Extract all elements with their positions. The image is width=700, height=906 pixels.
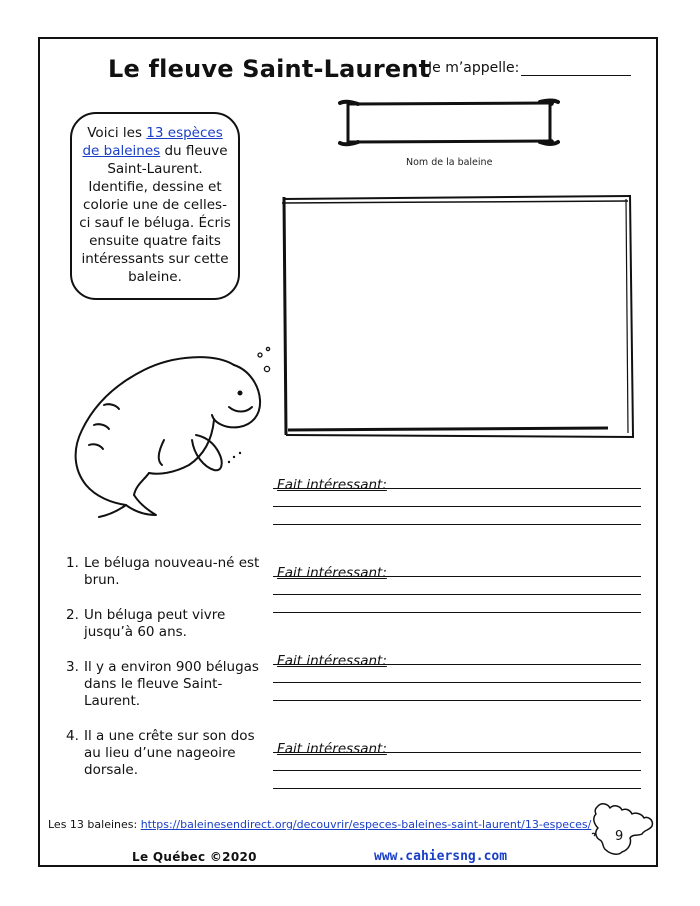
fact-label: Fait intéressant: [277, 653, 387, 669]
writing-line[interactable] [273, 524, 641, 525]
writing-line[interactable] [273, 682, 641, 683]
fact-number: 1. [66, 555, 79, 571]
fact-text: Un béluga peut vivre jusqu’à 60 ans. [84, 607, 226, 640]
writing-line[interactable] [273, 700, 641, 701]
instruction-box [70, 112, 240, 300]
list-item [66, 659, 266, 710]
website-link[interactable]: www.cahiersng.com [374, 849, 508, 864]
source-link[interactable]: https://baleinesendirect.org/decouvrir/especes-baleines-saint-laurent/13-especes/ [140, 818, 592, 831]
writing-line[interactable] [273, 752, 641, 753]
name-input-line[interactable] [521, 75, 631, 76]
quebec-map-icon [588, 800, 658, 858]
instruction-text-start: Voici les [87, 125, 147, 141]
writing-line[interactable] [273, 788, 641, 789]
writing-line[interactable] [273, 664, 641, 665]
fact-number: 3. [66, 659, 79, 675]
fact-number: 2. [66, 607, 79, 623]
fact-text: Il y a environ 900 bélugas dans le fleuve Saint-Laurent. [84, 659, 259, 709]
name-prompt: Je m’appelle: [428, 60, 520, 76]
whale-name-caption: Nom de la baleine [406, 157, 493, 168]
list-item [66, 728, 266, 779]
fact-block-1 [273, 474, 641, 530]
whale-name-box[interactable] [338, 98, 560, 148]
source-label: Les 13 baleines: [48, 818, 141, 831]
source-line [48, 818, 591, 831]
fact-block-3 [273, 650, 641, 706]
fact-block-2 [273, 562, 641, 618]
instruction-text-end: du fleuve Saint-Laurent. Identifie, dessine et colorie une de celles-ci sauf le béluga. Écris ensuite quatre faits intéressants sur cette baleine. [79, 143, 231, 285]
list-item [66, 607, 266, 641]
fact-label: Fait intéressant: [277, 477, 387, 493]
page-number: 9 [615, 829, 624, 844]
writing-line[interactable] [273, 506, 641, 507]
drawing-frame[interactable] [278, 193, 636, 439]
list-item [66, 555, 266, 589]
writing-line[interactable] [273, 576, 641, 577]
copyright: Le Québec ©2020 [132, 850, 257, 864]
fact-block-4 [273, 738, 641, 794]
beluga-facts-list [66, 555, 266, 797]
fact-text: Il a une crête sur son dos au lieu d’une nageoire dorsale. [84, 728, 255, 778]
page-title: Le fleuve Saint-Laurent [108, 55, 431, 83]
fact-number: 4. [66, 728, 79, 744]
writing-line[interactable] [273, 612, 641, 613]
fact-text: Le béluga nouveau-né est brun. [84, 555, 260, 588]
writing-line[interactable] [273, 594, 641, 595]
beluga-whale-icon [64, 345, 279, 520]
writing-line[interactable] [273, 488, 641, 489]
writing-line[interactable] [273, 770, 641, 771]
species-link[interactable]: 13 espèces de baleines [82, 125, 223, 159]
fact-label: Fait intéressant: [277, 741, 387, 757]
fact-label: Fait intéressant: [277, 565, 387, 581]
